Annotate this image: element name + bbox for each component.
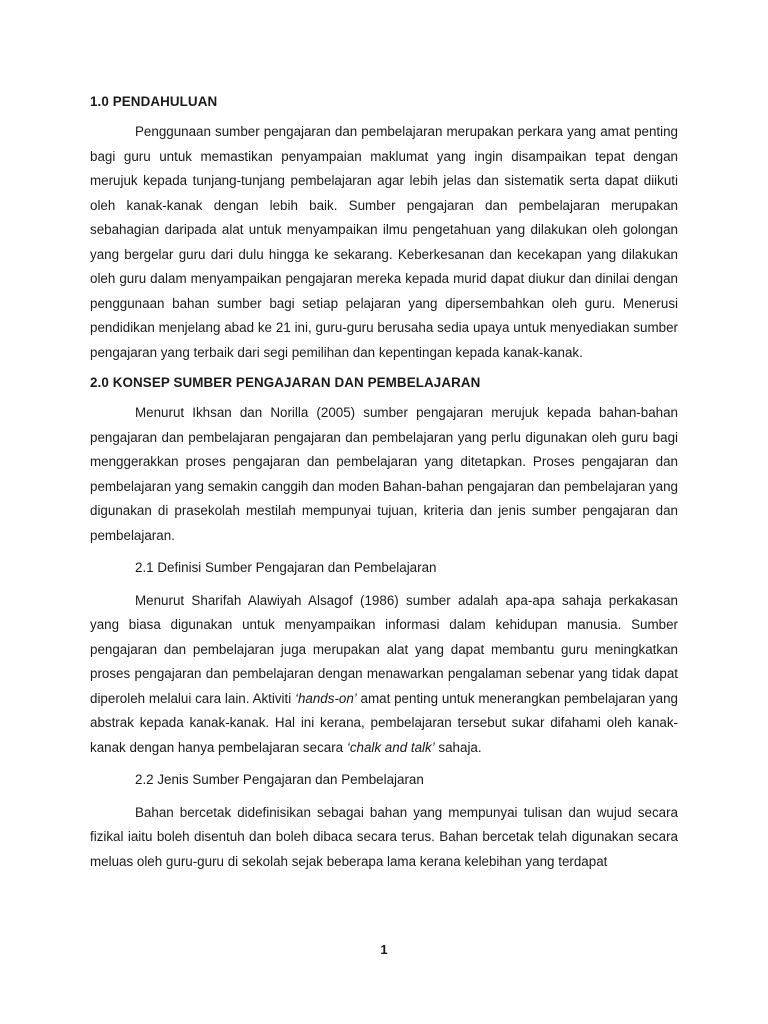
subsection-heading-jenis: 2.2 Jenis Sumber Pengajaran dan Pembelajaran — [135, 772, 424, 787]
paragraph-definisi-part2: amat penting untuk menerangkan pembelajaran yang abstrak kepada kanak-kanak. Hal ini kerana, pembelajaran tersebut sukar difahami oleh kanak-kanak dengan hanya pembelajaran secara — [90, 690, 678, 755]
chalk-and-talk-term: ‘chalk and talk’ — [346, 739, 435, 755]
paragraph-definisi-part1: Menurut Sharifah Alawiyah Alsagof (1986) sumber adalah apa-apa sahaja perkakasan yang biasa digunakan untuk menyampaikan informasi dalam kehidupan manusia. Sumber pengajaran dan pembelajaran juga merupakan alat yang dapat membantu guru meningkatkan proses pengajaran dan pembelajaran dengan menawarkan pengalaman sebenar yang tidak dapat diperoleh melalui cara lain. Aktiviti — [90, 592, 678, 706]
paragraph-definisi-part3: sahaja. — [434, 739, 482, 755]
hands-on-term: ‘hands-on’ — [294, 690, 357, 706]
section-heading-konsep: 2.0 KONSEP SUMBER PENGAJARAN DAN PEMBELAJARAN — [90, 375, 481, 390]
paragraph-definisi — [90, 589, 678, 761]
section-heading-pendahuluan: 1.0 PENDAHULUAN — [90, 94, 218, 109]
paragraph-pendahuluan: Penggunaan sumber pengajaran dan pembelajaran merupakan perkara yang amat penting bagi guru untuk memastikan penyampaian maklumat yang ingin disampaikan tepat dengan merujuk kepada tunjang-tunjang pembelajaran agar lebih jelas dan sistematik serta dapat diikuti oleh kanak-kanak dengan lebih baik. Sumber pengajaran dan pembelajaran merupakan sebahagian daripada alat untuk menyampaikan ilmu pengetahuan yang dilakukan oleh golongan yang bergelar guru dari dulu hingga ke sekarang. Keberkesanan dan kecekapan yang dilakukan oleh guru dalam menyampaikan pengajaran mereka kepada murid dapat diukur dan dinilai dengan penggunaan bahan sumber bagi setiap pelajaran yang dipersembahkan oleh guru. Menerusi pendidikan menjelang abad ke 21 ini, guru-guru berusaha sedia upaya untuk menyediakan sumber pengajaran yang terbaik dari segi pemilihan dan kepentingan kepada kanak-kanak. — [90, 124, 678, 360]
page-number: 1 — [380, 942, 388, 957]
document-page — [90, 92, 678, 882]
paragraph-jenis: Bahan bercetak didefinisikan sebagai bahan yang mempunyai tulisan dan wujud secara fizikal iaitu boleh disentuh dan boleh dibaca secara terus. Bahan bercetak telah digunakan secara meluas oleh guru-guru di sekolah sejak beberapa lama kerana kelebihan yang terdapat — [90, 804, 678, 869]
paragraph-konsep: Menurut Ikhsan dan Norilla (2005) sumber pengajaran merujuk kepada bahan-bahan pengajaran dan pembelajaran pengajaran dan pembelajaran yang perlu digunakan oleh guru bagi menggerakkan proses pengajaran dan pembelajaran yang ditetapkan. Proses pengajaran dan pembelajaran yang semakin canggih dan moden Bahan-bahan pengajaran dan pembelajaran yang digunakan di prasekolah mestilah mempunyai tujuan, kriteria dan jenis sumber pengajaran dan pembelajaran. — [90, 405, 678, 543]
subsection-heading-definisi: 2.1 Definisi Sumber Pengajaran dan Pembelajaran — [135, 560, 437, 575]
